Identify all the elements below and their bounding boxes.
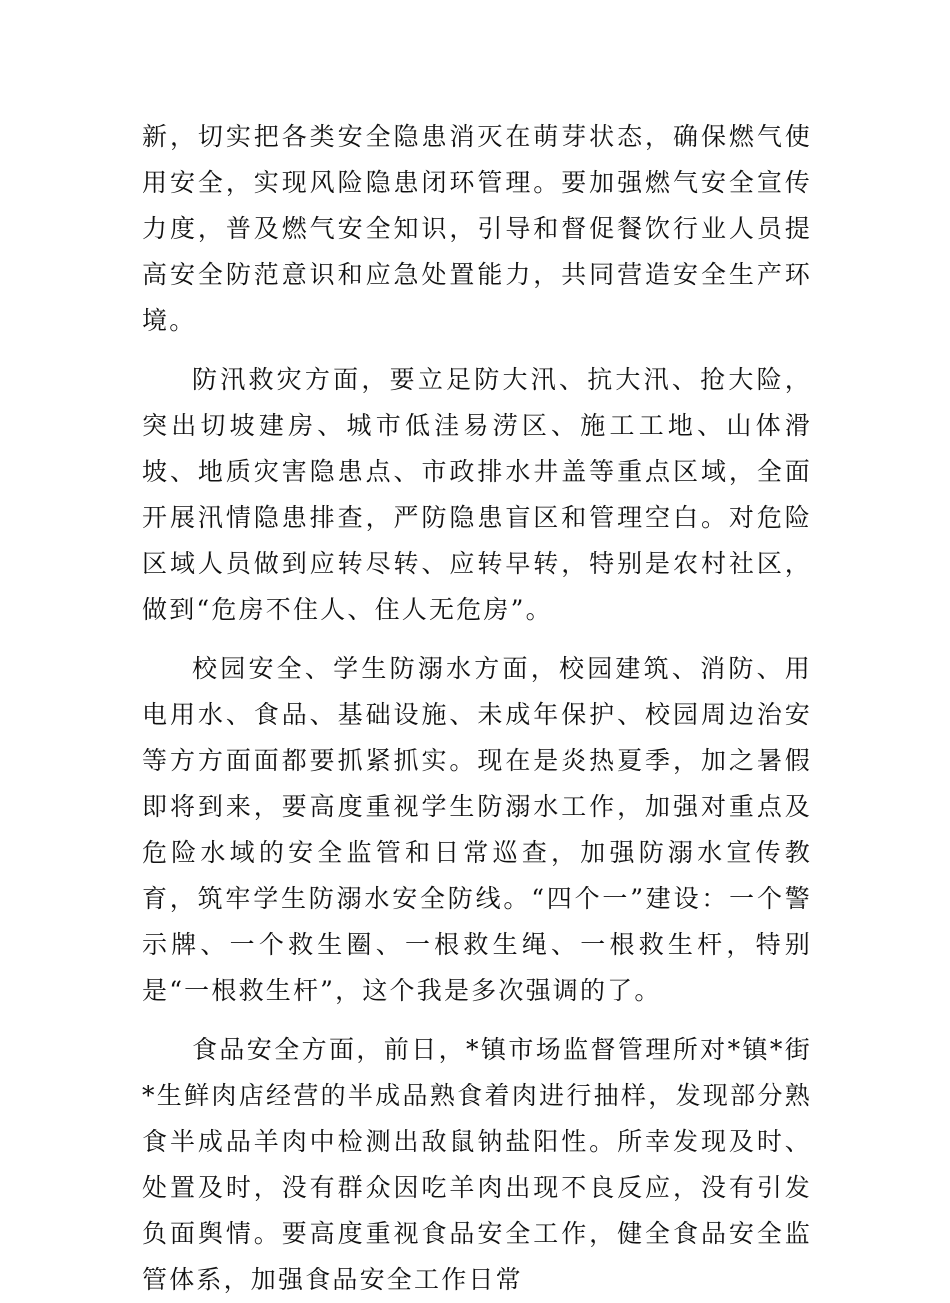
paragraph-gas-safety-continued: 新，切实把各类安全隐患消灭在萌芽状态，确保燃气使用安全，实现风险隐患闭环管理。要加强燃气安全宣传力度，普及燃气安全知识，引导和督促餐饮行业人员提高安全防范意识和应急处置能力，共同营造安全生产环境。 <box>142 122 812 335</box>
paragraph-campus-safety: 校园安全、学生防溺水方面，校园建筑、消防、用电用水、食品、基础设施、未成年保护、校园周边治安等方方面面都要抓紧抓实。现在是炎热夏季，加之暑假即将到来，要高度重视学生防溺水工作，加强对重点及危险水域的安全监管和日常巡查，加强防溺水宣传教育，筑牢学生防溺水安全防线。“四个一”建设：一个警示牌、一个救生圈、一根救生绳、一根救生杆，特别是“一根救生杆”，这个我是多次强调的了。 <box>142 654 812 1005</box>
paragraph-food-safety: 食品安全方面，前日，*镇市场监督管理所对*镇*街*生鲜肉店经营的半成品熟食着肉进行抽样，发现部分熟食半成品羊肉中检测出敌鼠钠盐阳性。所幸发现及时、处置及时，没有群众因吃羊肉出现不良反应，没有引发负面舆情。要高度重视食品安全工作，健全食品安全监管体系，加强食品安全工作日常 <box>142 1035 812 1294</box>
paragraph-flood-control: 防汛救灾方面，要立足防大汛、抗大汛、抢大险，突出切坡建房、城市低洼易涝区、施工工地、山体滑坡、地质灾害隐患点、市政排水井盖等重点区域，全面开展汛情隐患排查，严防隐患盲区和管理空白。对危险区域人员做到应转尽转、应转早转，特别是农村社区，做到“危房不住人、住人无危房”。 <box>142 365 812 624</box>
document-body <box>142 114 812 1303</box>
